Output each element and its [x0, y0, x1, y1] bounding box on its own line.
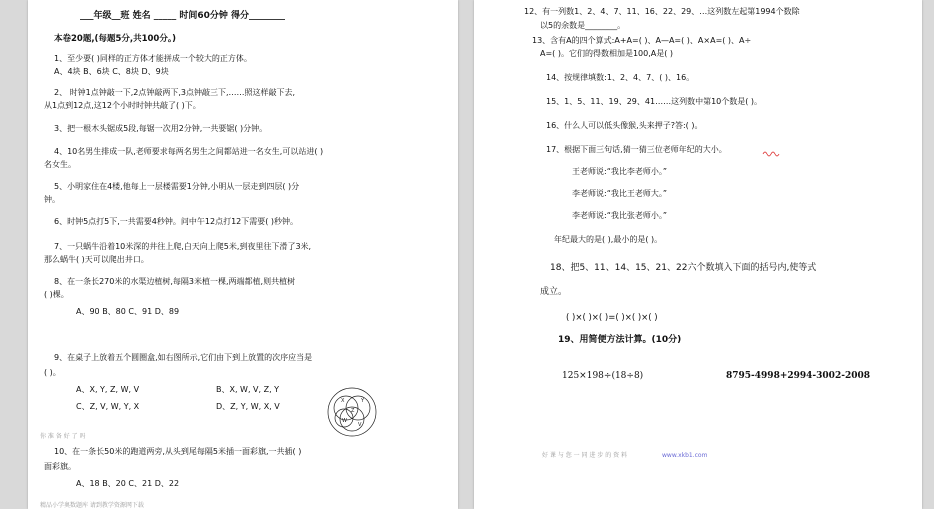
question-1-options: A、4块 B、6块 C、8块 D、9块 — [54, 67, 169, 76]
wavy-mark-icon — [762, 146, 780, 160]
question-2-line-2: 从1点到12点,这12个小时时钟共敲了( )下。 — [44, 101, 201, 110]
question-5-line-2: 钟。 — [44, 195, 60, 204]
question-8-options: A、90 B、80 C、91 D、89 — [76, 307, 180, 316]
venn-label-z: Z — [351, 408, 355, 414]
question-13-line-2: A=( )。它们的得数相加是100,A是( ) — [540, 49, 674, 58]
venn-label-w: W — [342, 418, 347, 424]
question-4-line-1: 4、10名男生排成一队,老师要求每两名男生之间都站进一名女生,可以站进( ) — [54, 147, 324, 156]
question-2-line-1: 2、 时钟1点钟敲一下,2点钟敲两下,3点钟敲三下,……照这样敲下去, — [54, 88, 296, 97]
question-9-option-d: D、Z, Y, W, X, V — [216, 402, 280, 411]
exam-intro: 本卷20题,(每题5分,共100分。) — [54, 34, 176, 44]
question-18-equation: ( )×( )×( )=( )×( )×( ) — [566, 313, 658, 323]
question-12-line-2: 以5的余数是________。 — [540, 21, 626, 30]
right-page-footer: 好 课 与 您 一 同 进 步 的 资 料 — [542, 452, 628, 459]
calculation-1: 125×198÷(18÷8) — [562, 371, 644, 381]
question-9-option-a: A、X, Y, Z, W, V — [76, 385, 140, 394]
statement-1: 王老师说:“我比李老师小。” — [572, 167, 667, 176]
statement-2: 李老师说:“我比王老师大。” — [572, 189, 667, 198]
question-9-line-1: 9、在桌子上放着五个圆圈盒,如右图所示,它们由下到上放置的次序应当是 — [54, 353, 313, 362]
venn-label-v: V — [358, 422, 362, 428]
question-18-line-1: 18、把5、11、14、15、21、22六个数填入下面的括号内,使等式 — [550, 263, 817, 273]
question-16: 16、什么人可以低头像猴,头来押子?答:( )。 — [546, 121, 703, 130]
question-10-options: A、18 B、20 C、21 D、22 — [76, 479, 180, 488]
question-3: 3、把一根木头锯成5段,每锯一次用2分钟,一共要锯( )分钟。 — [54, 124, 268, 133]
question-18-line-2: 成立。 — [540, 287, 568, 297]
venn-label-y: Y — [361, 398, 365, 404]
question-6: 6、时钟5点打5下,一共需要4秒钟。问中午12点打12下需要( )秒钟。 — [54, 217, 299, 226]
question-10-line-2: 面彩旗。 — [44, 462, 76, 471]
question-10-line-1: 10、在一条长50米的跑道两旁,从头到尾每隔5米插一面彩旗,一共插( ) — [54, 447, 302, 456]
question-14: 14、按规律填数:1、2、4、7、( )、16。 — [546, 73, 695, 82]
question-12-line-1: 12、有一列数1、2、4、7、11、16、22、29、…这列数左起第1994个数除 — [524, 7, 800, 16]
question-17: 17、根据下面三句话,猜一猜三位老师年纪的大小。 — [546, 145, 727, 154]
exam-header: ___年级__班 姓名 _____ 时间60分钟 得分________ — [80, 11, 286, 21]
left-page — [28, 0, 458, 509]
question-7-line-2: 那么蜗牛( )天可以爬出井口。 — [44, 255, 149, 264]
question-5-line-1: 5、小明家住在4楼,他每上一层楼需要1分钟,小明从一层走到四层( )分 — [54, 182, 300, 191]
question-13-line-1: 13、含有A的四个算式:A+A=( )、A—A=( )、A×A=( )、A÷ — [532, 36, 752, 45]
statement-3: 李老师说:“我比张老师小。” — [572, 211, 667, 220]
question-9-option-b: B、X, W, V, Z, Y — [216, 385, 280, 394]
question-7-line-1: 7、一只蜗牛沿着10米深的井往上爬,白天向上爬5米,到夜里往下滑了3米, — [54, 242, 312, 251]
question-19: 19、用简便方法计算。(10分) — [558, 335, 682, 345]
venn-label-x: X — [341, 398, 345, 404]
question-9-option-c: C、Z, V, W, Y, X — [76, 402, 140, 411]
question-1: 1、至少要( )同样的正方体才能拼成一个较大的正方体。 — [54, 54, 252, 63]
right-page — [474, 0, 922, 509]
stacked-circles-figure — [324, 386, 380, 438]
question-17-answer: 年纪最大的是( ),最小的是( )。 — [554, 235, 663, 244]
page-bottom-footer: 精品小学奥数题库 请到教学资源网下载 — [40, 502, 144, 509]
question-8-line-2: ( )棵。 — [44, 290, 69, 299]
question-8-line-1: 8、在一条长270米的水渠边植树,每隔3米植一棵,两端都植,则共植树 — [54, 277, 296, 286]
page-mid-footer: 你 准 备 好 了 吗 — [40, 433, 86, 440]
question-15: 15、1、5、11、19、29、41……这列数中第10个数是( )。 — [546, 97, 763, 106]
question-9-line-2: ( )。 — [44, 368, 61, 377]
calculation-2: 8795-4998+2994-3002-2008 — [726, 371, 870, 381]
question-4-line-2: 名女生。 — [44, 160, 76, 169]
site-url: www.xkb1.com — [662, 452, 708, 459]
